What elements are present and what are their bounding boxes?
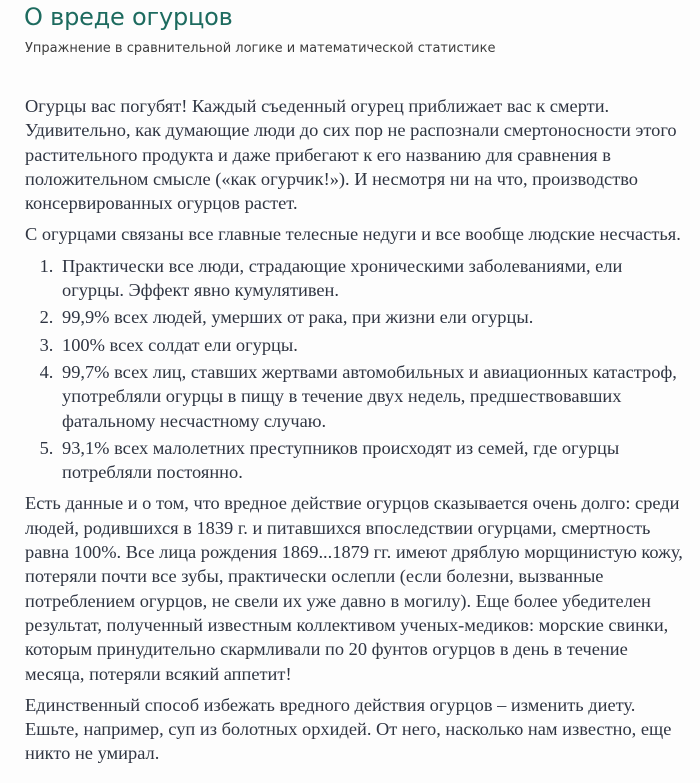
list-item: 1. Практически все люди, страдающие хроническими заболеваниями, ели огурцы. Эффект явно кумулятивен. [58,254,685,303]
intro-paragraph: Огурцы вас погубят! Каждый съеденный огурец приближает вас к смерти. Удивительно, как думающие люди до сих пор не распознали смертоносности этого растительного продукта и даже прибегают к его названию для сравнения в положительном смысле («как огурчик!»). И несмотря ни на что, производство консервированных огурцов растет. [25,96,677,214]
list-item: 2. 99,9% всех людей, умерших от рака, при жизни ели огурцы. [58,305,685,329]
page-title: О вреде огурцов [24,3,233,31]
page-subtitle: Упражнение в сравнительной логике и математической статистике [25,41,496,56]
statistics-list [25,254,685,485]
conclusion-paragraph: Единственный способ избежать вредного действия огурцов – изменить диету. Ешьте, например, суп из болотных орхидей. От него, насколько нам известно, еще никто не умирал. [25,694,672,764]
ailments-paragraph: С огурцами связаны все главные телесные недуги и все вообще людские несчастья. [25,224,681,245]
long-term-effects-paragraph: Есть данные и о том, что вредное действие огурцов сказывается очень долго: среди людей, родившихся в 1839 г. и питавшихся впоследствии огурцами, смертность равна 100%. Все лица рождения 1869...1879 гг. имеют дряблую морщинистую кожу, потеряли почти все зубы, практически ослепли (если болезни, вызванные потреблением огурцов, не свели их уже давно в могилу). Еще более убедителен результат, полученный известным коллективом ученых-медиков: морские свинки, которым принудительно скармливали по 20 фунтов огурцов в день в течение месяца, потеряли всякий аппетит! [25,493,683,684]
list-item: 4. 99,7% всех лиц, ставших жертвами автомобильных и авиационных катастроф, употребляли огурцы в пищу в течение двух недель, предшествовавших фатальному несчастному случаю. [58,360,685,433]
list-item: 3. 100% всех солдат ели огурцы. [58,333,685,357]
article-body [25,94,685,773]
list-item: 5. 93,1% всех малолетних преступников происходят из семей, где огурцы потребляли постоянно. [58,436,685,485]
